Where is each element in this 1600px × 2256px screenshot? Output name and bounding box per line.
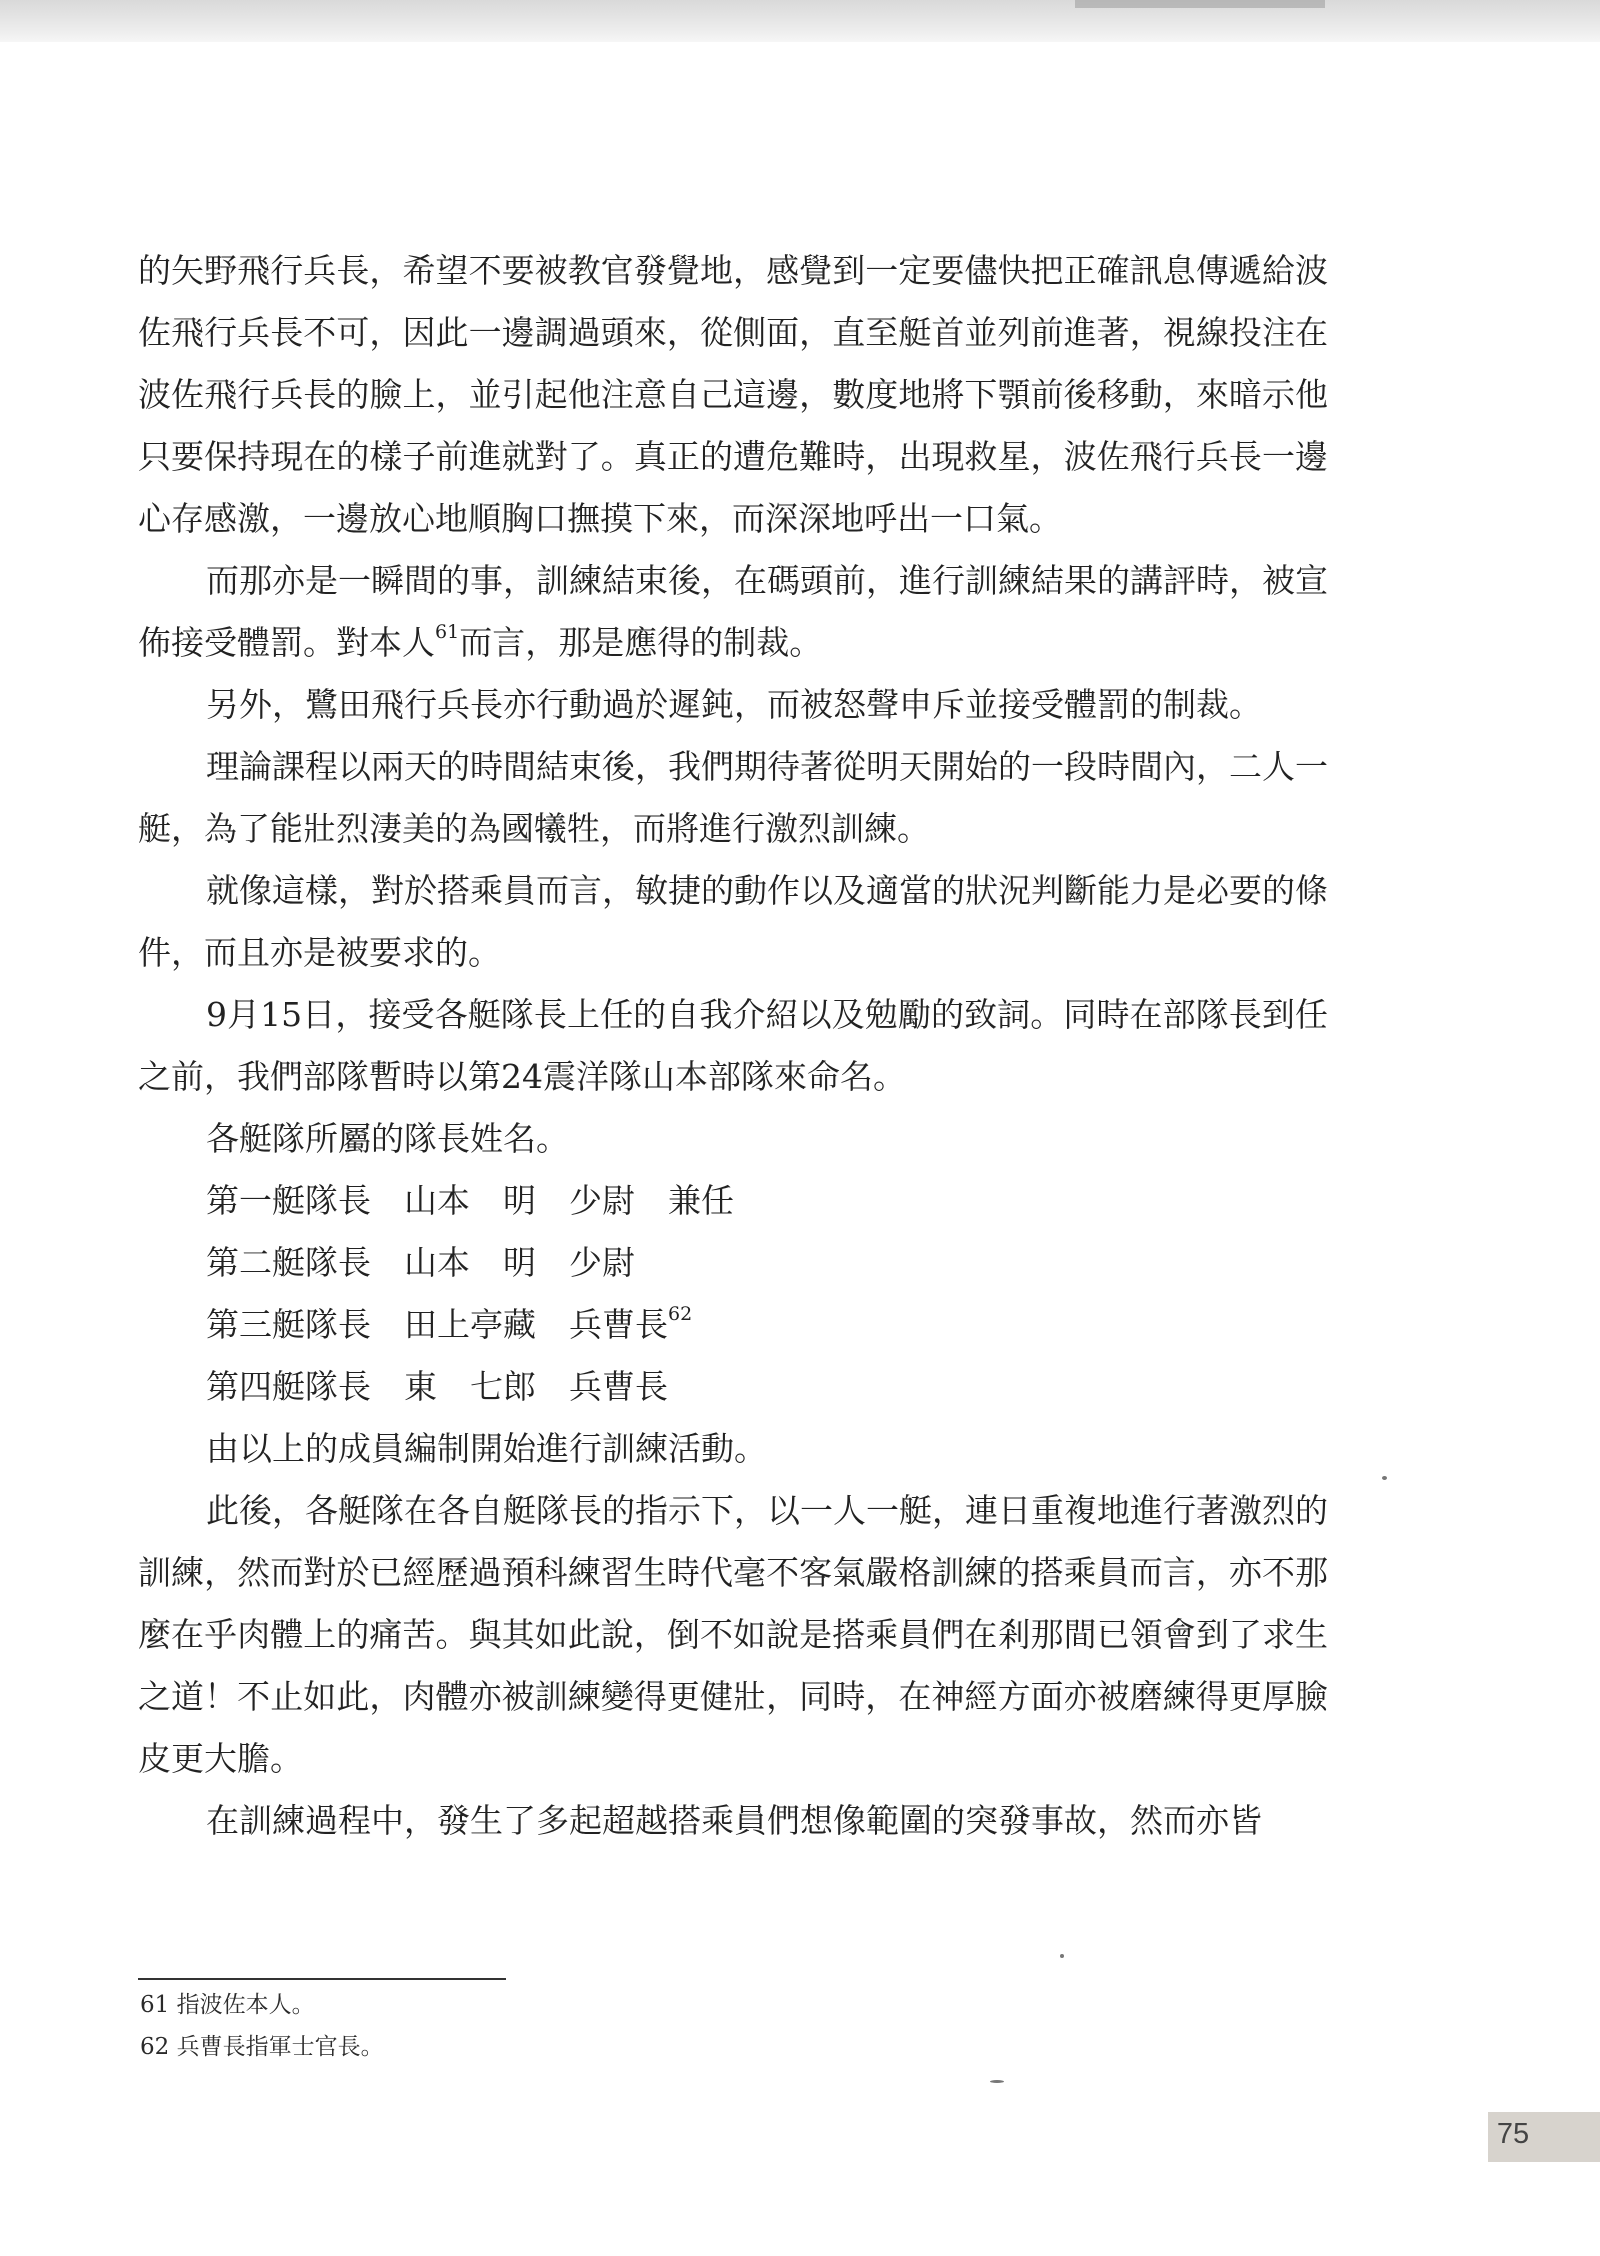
paragraph-5: 就像這樣，對於搭乘員而言，敏捷的動作以及適當的狀況判斷能力是必要的條件，而且亦是被要求的。 xyxy=(138,871,1328,972)
roster-line-2: 第二艇隊長 山本 明 少尉 xyxy=(206,1243,635,1282)
paragraph-9: 此後，各艇隊在各自艇隊長的指示下，以一人一艇，連日重複地進行著激烈的訓練，然而對於已經歷過預科練習生時代毫不客氣嚴格訓練的搭乘員而言，亦不那麼在乎肉體上的痛苦。與其如此說，倒不如說是搭乘員們在剎那間已領會到了求生之道！不止如此，肉體亦被訓練變得更健壯，同時，在神經方面亦被磨練得更厚臉皮更大膽。 xyxy=(138,1491,1328,1778)
footnote-divider xyxy=(138,1978,506,1980)
scan-speck xyxy=(1060,1954,1064,1958)
paragraph-3: 另外，鷺田飛行兵長亦行動過於遲鈍，而被怒聲申斥並接受體罰的制裁。 xyxy=(206,685,1262,724)
scan-top-mark xyxy=(1075,0,1325,8)
footnote-ref-62: 62 xyxy=(668,1303,693,1325)
paragraph-2 xyxy=(138,550,1328,674)
roster-line-3-text: 第三艇隊長 田上亭藏 兵曹長 xyxy=(206,1305,668,1344)
scan-speck xyxy=(1382,1476,1387,1480)
scan-top-edge xyxy=(0,0,1600,42)
paragraph-8: 由以上的成員編制開始進行訓練活動。 xyxy=(206,1429,767,1468)
paragraph-2-text: 而那亦是一瞬間的事，訓練結束後，在碼頭前，進行訓練結果的講評時，被宣佈接受體罰。對本人 xyxy=(138,561,1328,662)
paragraph-4: 理論課程以兩天的時間結束後，我們期待著從明天開始的一段時間內，二人一艇，為了能壯烈淒美的為國犧牲，而將進行激烈訓練。 xyxy=(138,747,1328,848)
roster-line-4: 第四艇隊長 東 七郎 兵曹長 xyxy=(206,1367,668,1406)
page-number-tab xyxy=(1488,2112,1600,2162)
footnotes xyxy=(140,1984,384,2068)
paragraph-1: 的矢野飛行兵長，希望不要被教官發覺地，感覺到一定要儘快把正確訊息傳遞給波佐飛行兵長不可，因此一邊調過頭來，從側面，直至艇首並列前進著，視線投注在波佐飛行兵長的臉上，並引起他注意自己這邊，數度地將下顎前後移動，來暗示他只要保持現在的樣子前進就對了。真正的遭危難時，出現救星，波佐飛行兵長一邊心存感激，一邊放心地順胸口撫摸下來，而深深地呼出一口氣。 xyxy=(138,251,1328,538)
paragraph-6: 9月15日，接受各艇隊長上任的自我介紹以及勉勵的致詞。同時在部隊長到任之前，我們部隊暫時以第24震洋隊山本部隊來命名。 xyxy=(138,995,1328,1096)
scan-speck xyxy=(990,2080,1004,2083)
paragraph-10: 在訓練過程中，發生了多起超越搭乘員們想像範圍的突發事故，然而亦皆 xyxy=(206,1801,1262,1840)
paragraph-7: 各艇隊所屬的隊長姓名。 xyxy=(206,1119,569,1158)
roster-line-3 xyxy=(138,1294,1328,1356)
roster-line-1: 第一艇隊長 山本 明 少尉 兼任 xyxy=(206,1181,734,1220)
paragraph-2-tail: 而言，那是應得的制裁。 xyxy=(459,623,823,662)
footnote-ref-61: 61 xyxy=(435,621,460,643)
squad-leader-roster xyxy=(138,1170,1328,1418)
page-number: 75 xyxy=(1496,2118,1530,2150)
main-text xyxy=(138,240,1328,1852)
footnote-61: 61 指波佐本人。 xyxy=(140,1992,315,2018)
footnote-62: 62 兵曹長指軍士官長。 xyxy=(140,2034,384,2060)
